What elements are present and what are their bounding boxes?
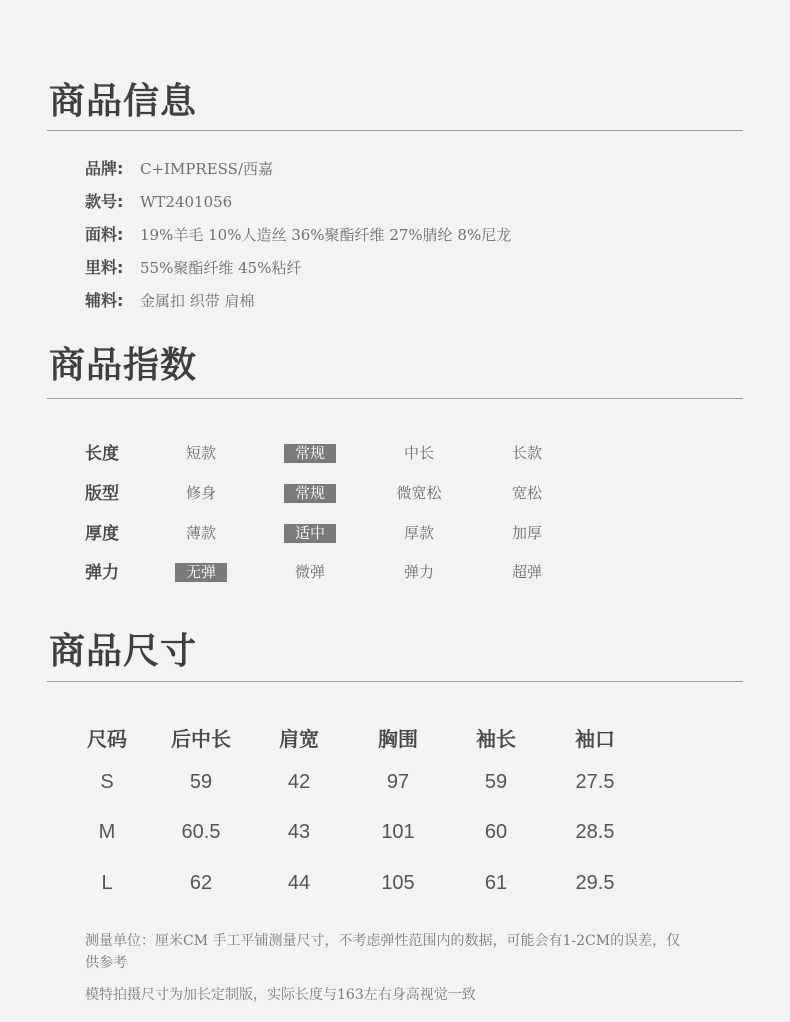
info-label: 款号: <box>85 192 124 211</box>
info-value: 55%聚酯纤维 45%粘纤 <box>140 259 302 277</box>
index-row <box>0 561 790 585</box>
info-label: 品牌: <box>85 159 124 178</box>
section-title-info: 商品信息 <box>49 81 198 122</box>
index-label: 弹力 <box>85 563 119 583</box>
info-value: C+IMPRESS/西嘉 <box>140 160 274 178</box>
size-cell: 44 <box>287 872 311 894</box>
info-label: 面料: <box>85 225 124 244</box>
size-cell: 59 <box>484 771 508 793</box>
info-label: 里料: <box>85 258 124 277</box>
section-title-size: 商品尺寸 <box>49 631 198 672</box>
model-note: 模特拍摄尺寸为加长定制版，实际长度与163左右身高视觉一致 <box>85 987 476 1003</box>
index-option: 超弹 <box>511 563 542 581</box>
size-cell: M <box>98 821 116 843</box>
size-cell: 101 <box>381 821 415 843</box>
index-option: 宽松 <box>511 484 542 502</box>
info-value: 金属扣 织带 肩棉 <box>140 292 255 310</box>
size-cell: 29.5 <box>575 872 615 894</box>
index-option: 微宽松 <box>396 484 442 502</box>
index-row <box>0 482 790 506</box>
index-option: 长款 <box>511 444 542 462</box>
index-option: 加厚 <box>511 524 542 542</box>
size-cell: S <box>100 771 114 793</box>
index-option: 微弹 <box>294 563 325 581</box>
index-option: 中长 <box>403 444 434 462</box>
index-option-selected: 常规 <box>284 484 336 503</box>
size-cell: L <box>101 872 113 894</box>
size-cell: 43 <box>287 821 311 843</box>
size-header-cell: 尺码 <box>87 727 127 751</box>
index-option: 厚款 <box>403 524 434 542</box>
index-label: 厚度 <box>85 524 119 544</box>
size-header-cell: 胸围 <box>378 727 418 751</box>
size-cell: 27.5 <box>575 771 615 793</box>
measure-note: 测量单位：厘米CM 手工平铺测量尺寸，不考虑弹性范围内的数据，可能会有1-2CM的误差，仅供参考 <box>85 933 681 971</box>
size-cell: 97 <box>386 771 410 793</box>
index-option: 薄款 <box>185 524 216 542</box>
index-option-selected: 适中 <box>284 524 336 543</box>
size-cell: 42 <box>287 771 311 793</box>
size-cell: 60.5 <box>181 821 221 843</box>
size-cell: 61 <box>484 872 508 894</box>
index-option: 修身 <box>185 484 216 502</box>
divider <box>47 681 743 682</box>
size-cell: 60 <box>484 821 508 843</box>
index-label: 长度 <box>85 444 119 464</box>
info-value: 19%羊毛 10%人造丝 36%聚酯纤维 27%腈纶 8%尼龙 <box>140 226 512 244</box>
size-header-cell: 肩宽 <box>279 727 319 751</box>
size-cell: 28.5 <box>575 821 615 843</box>
size-header-cell: 袖长 <box>476 727 516 751</box>
index-option: 短款 <box>185 444 216 462</box>
index-row <box>0 442 790 466</box>
index-row <box>0 522 790 546</box>
info-row-style-no <box>85 191 232 213</box>
info-value: WT2401056 <box>140 193 233 211</box>
divider <box>47 130 743 131</box>
size-cell: 105 <box>381 872 415 894</box>
size-cell: 59 <box>189 771 213 793</box>
section-title-index: 商品指数 <box>49 345 198 386</box>
index-option-selected: 无弹 <box>175 563 227 582</box>
info-row-lining <box>85 257 301 279</box>
info-row-fabric <box>85 224 511 246</box>
info-row-brand <box>85 158 273 180</box>
index-label: 版型 <box>85 484 119 504</box>
index-option: 弹力 <box>403 563 434 581</box>
index-option-selected: 常规 <box>284 444 336 463</box>
size-cell: 62 <box>189 872 213 894</box>
divider <box>47 398 743 399</box>
size-header-cell: 袖口 <box>575 727 615 751</box>
info-label: 辅料: <box>85 291 124 310</box>
info-row-accessories <box>85 290 255 312</box>
size-header-cell: 后中长 <box>171 727 231 751</box>
